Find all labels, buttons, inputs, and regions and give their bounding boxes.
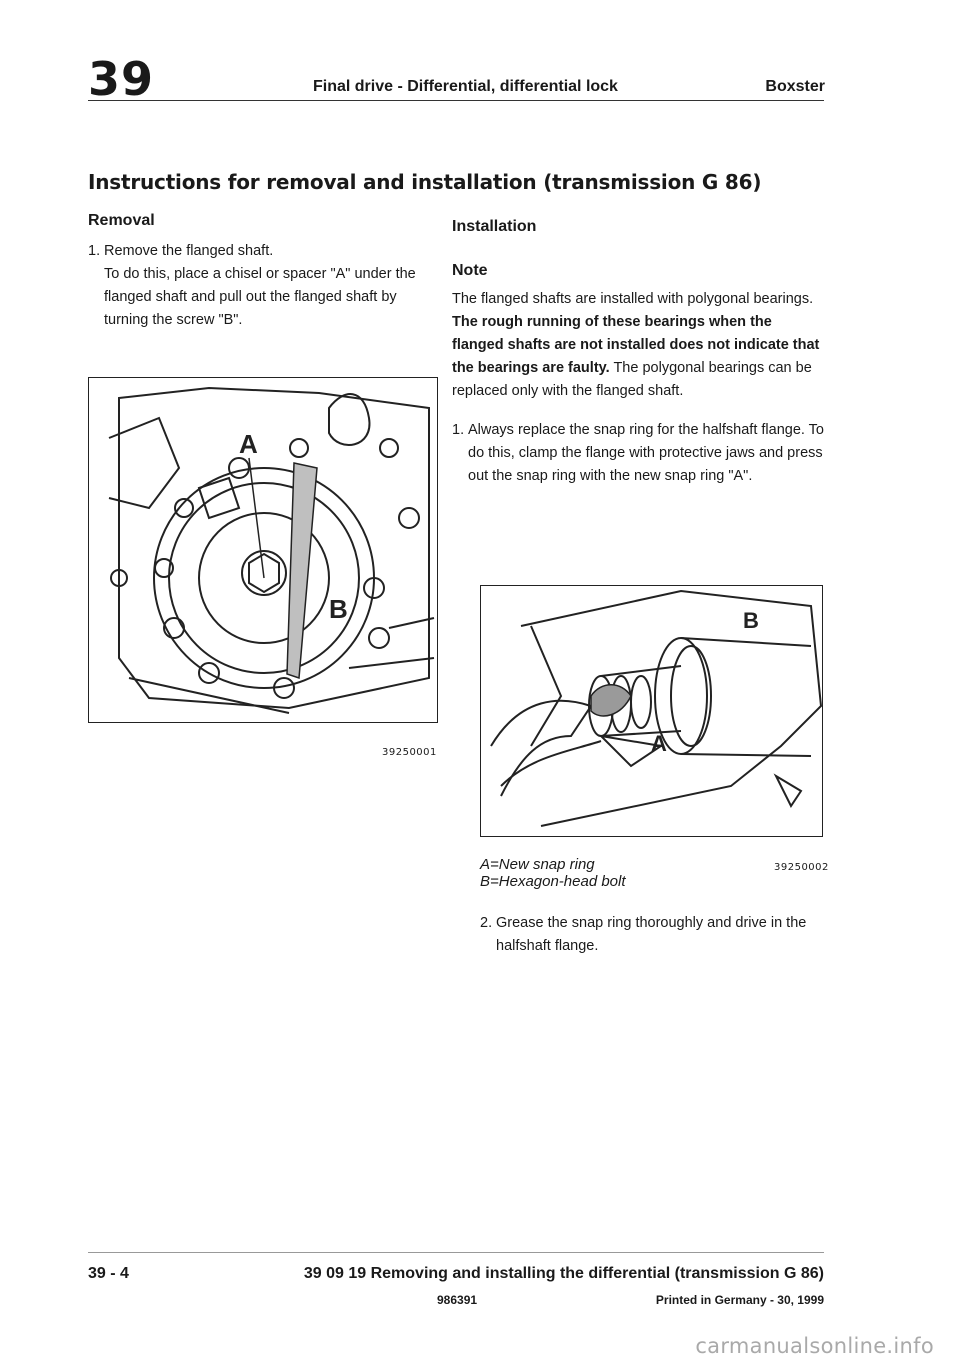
installation-column — [452, 212, 824, 488]
header-rule — [88, 100, 824, 101]
footer-rule — [88, 1252, 824, 1253]
step-number: 1. — [88, 243, 101, 259]
caption-b: B=Hexagon-head bolt — [480, 873, 626, 890]
caption-a: A=New snap ring — [480, 856, 595, 873]
chapter-number: 39 — [88, 52, 155, 106]
figure-flanged-shaft-removal — [88, 377, 438, 723]
figure2-label-b: B — [743, 608, 759, 633]
removal-step-1 — [88, 240, 438, 332]
halfshaft-flange-illustration — [481, 586, 822, 836]
footer-code: 986391 — [437, 1293, 478, 1307]
header-model: Boxster — [765, 78, 825, 95]
note-intro: The flanged shafts are installed with polygonal bearings. — [452, 291, 814, 307]
page-number: 39 - 4 — [88, 1265, 129, 1282]
figure2-code: 39250002 — [774, 862, 829, 873]
transmission-housing-illustration — [89, 378, 437, 722]
removal-heading: Removal — [88, 212, 155, 229]
note-bold: The rough running of these bearings when the flanged shafts are not installed does not indicate that the bearings are faulty. — [452, 314, 820, 376]
note-heading: Note — [452, 262, 488, 279]
step-text: Grease the snap ring thoroughly and drive in the halfshaft flange. — [496, 915, 807, 954]
removal-column — [88, 212, 438, 332]
watermark: carmanualsonline.info — [695, 1334, 934, 1358]
header-title: Final drive - Differential, differential lock — [313, 78, 618, 95]
step-number: 2. — [480, 915, 493, 931]
step-number: 1. — [452, 422, 465, 438]
footer-title: 39 09 19 Removing and installing the differential (transmission G 86) — [303, 1265, 824, 1282]
step-title: Remove the flanged shaft. — [104, 243, 274, 259]
note-end: The polygonal bearings can be replaced only with the flanged shaft. — [452, 360, 812, 399]
installation-step-1 — [452, 419, 824, 488]
note-text — [452, 288, 824, 403]
figure-snap-ring-installation — [480, 585, 823, 837]
installation-heading: Installation — [452, 218, 537, 235]
footer-printed: Printed in Germany - 30, 1999 — [655, 1293, 824, 1307]
step-text — [104, 240, 438, 332]
installation-step-2 — [480, 912, 820, 958]
figure2-label-a: A — [651, 731, 667, 756]
figure1-code: 39250001 — [382, 747, 437, 758]
step-body: To do this, place a chisel or spacer "A" under the flanged shaft and pull out the flanged shaft by turning the screw "B". — [104, 266, 416, 328]
figure1-label-a: A — [239, 429, 258, 459]
section-title: Instructions for removal and installation (transmission G 86) — [88, 170, 762, 194]
step-text: Always replace the snap ring for the halfshaft flange. To do this, clamp the flange with protective jaws and press out the snap ring with the new snap ring "A". — [468, 422, 825, 484]
figure1-label-b: B — [329, 594, 348, 624]
